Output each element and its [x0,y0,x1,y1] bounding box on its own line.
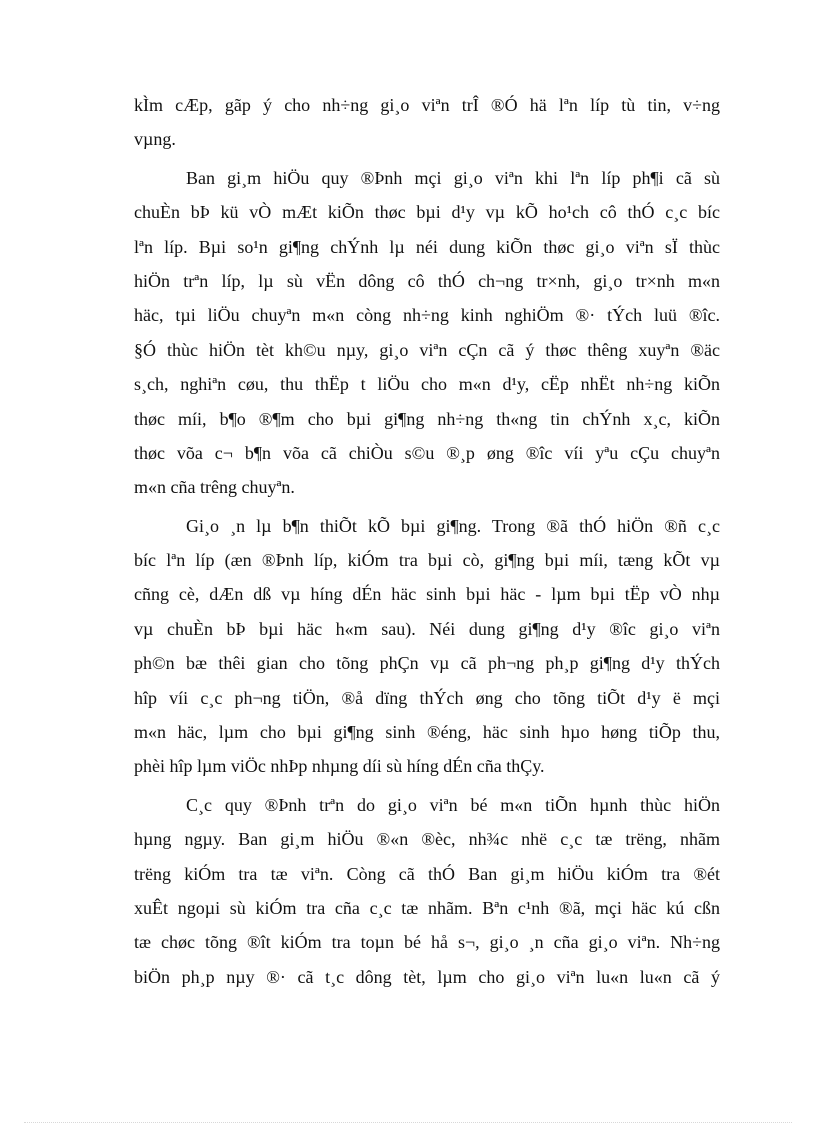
text-line: cñng cè, dÆn dß vµ híng dÉn häc sinh bµi häc - lµm bµi tËp vÒ nhµ [134,584,720,605]
text-line: tæ chøc tõng ®ît kiÓm tra toµn bé hå s¬, gi¸o ¸n cña gi¸o viªn. Nh÷ng [134,932,720,953]
text-line: chuÈn bÞ kü vÒ mÆt kiÕn thøc bµi d¹y vµ kÕ ho¹ch cô thÓ c¸c bíc [134,202,720,223]
text-line: hµng ngµy. Ban gi¸m hiÖu ®«n ®èc, nh¾c nhë c¸c tæ trëng, nhãm [134,829,720,850]
text-line: vµ chuÈn bÞ bµi häc h«m sau). Néi dung gi¶ng d¹y ®îc gi¸o viªn [134,618,720,639]
text-line: C¸c quy ®Þnh trªn do gi¸o viªn bé m«n tiÕn hµnh thùc hiÖn [186,794,720,815]
text-line: Gi¸o ¸n lµ b¶n thiÕt kÕ bµi gi¶ng. Trong ®ã thÓ hiÖn ®ñ c¸c [186,515,720,536]
text-line: m«n häc, lµm cho bµi gi¶ng sinh ®éng, häc sinh hµo høng tiÕp thu, [134,722,720,743]
text-line: Ban gi¸m hiÖu quy ®Þnh mçi gi¸o viªn khi lªn líp ph¶i cã sù [186,167,720,188]
text-line: häc, tµi liÖu chuyªn m«n còng nh÷ng kinh nghiÖm ®· tÝch luü ®îc. [134,305,720,326]
text-line: vµng. [134,129,176,150]
text-line: biÖn ph¸p nµy ®· cã t¸c dông tèt, lµm cho gi¸o viªn lu«n lu«n cã ý [134,966,720,987]
text-line: ph©n bæ thêi gian cho tõng phÇn vµ cã ph¬ng ph¸p gi¶ng d¹y thÝch [134,653,720,674]
text-line: kÌm cÆp, gãp ý cho nh÷ng gi¸o viªn trÎ ®Ó hä lªn líp tù tin, v÷ng [134,95,720,115]
text-line: phèi hîp lµm viÖc nhÞp nhµng díi sù híng dÉn cña thÇy. [134,756,545,777]
text-line: bíc lªn líp (æn ®Þnh líp, kiÓm tra bµi cò, gi¶ng bµi míi, tæng kÕt vµ [134,550,720,571]
document-body [134,88,720,994]
text-line: hiÖn trªn líp, lµ sù vËn dông cô thÓ ch¬ng tr×nh, gi¸o tr×nh m«n [134,270,720,291]
text-line: thøc míi, b¶o ®¶m cho bµi gi¶ng nh÷ng th«ng tin chÝnh x¸c, kiÕn [134,408,720,429]
text-line: trëng kiÓm tra tæ viªn. Còng cã thÓ Ban gi¸m hiÖu kiÓm tra ®ét [134,863,720,884]
text-line: §Ó thùc hiÖn tèt kh©u nµy, gi¸o viªn cÇn cã ý thøc thêng xuyªn ®äc [134,339,720,360]
text-line: s¸ch, nghiªn cøu, thu thËp t liÖu cho m«n d¹y, cËp nhËt nh÷ng kiÕn [134,374,720,395]
text-line: xuÊt ngoµi sù kiÓm tra cña c¸c tæ nhãm. Bªn c¹nh ®ã, mçi häc kú cßn [134,897,720,918]
text-line: lªn líp. Bµi so¹n gi¶ng chÝnh lµ néi dung kiÕn thøc gi¸o viªn sÏ thùc [134,236,720,257]
text-line: hîp víi c¸c ph¬ng tiÖn, ®å dïng thÝch øng cho tõng tiÕt d¹y ë mçi [134,687,720,708]
text-line: m«n cña trêng chuyªn. [134,477,295,498]
text-line: thøc võa c¬ b¶n võa cã chiÒu s©u ®¸p øng ®îc víi yªu cÇu chuyªn [134,442,720,463]
